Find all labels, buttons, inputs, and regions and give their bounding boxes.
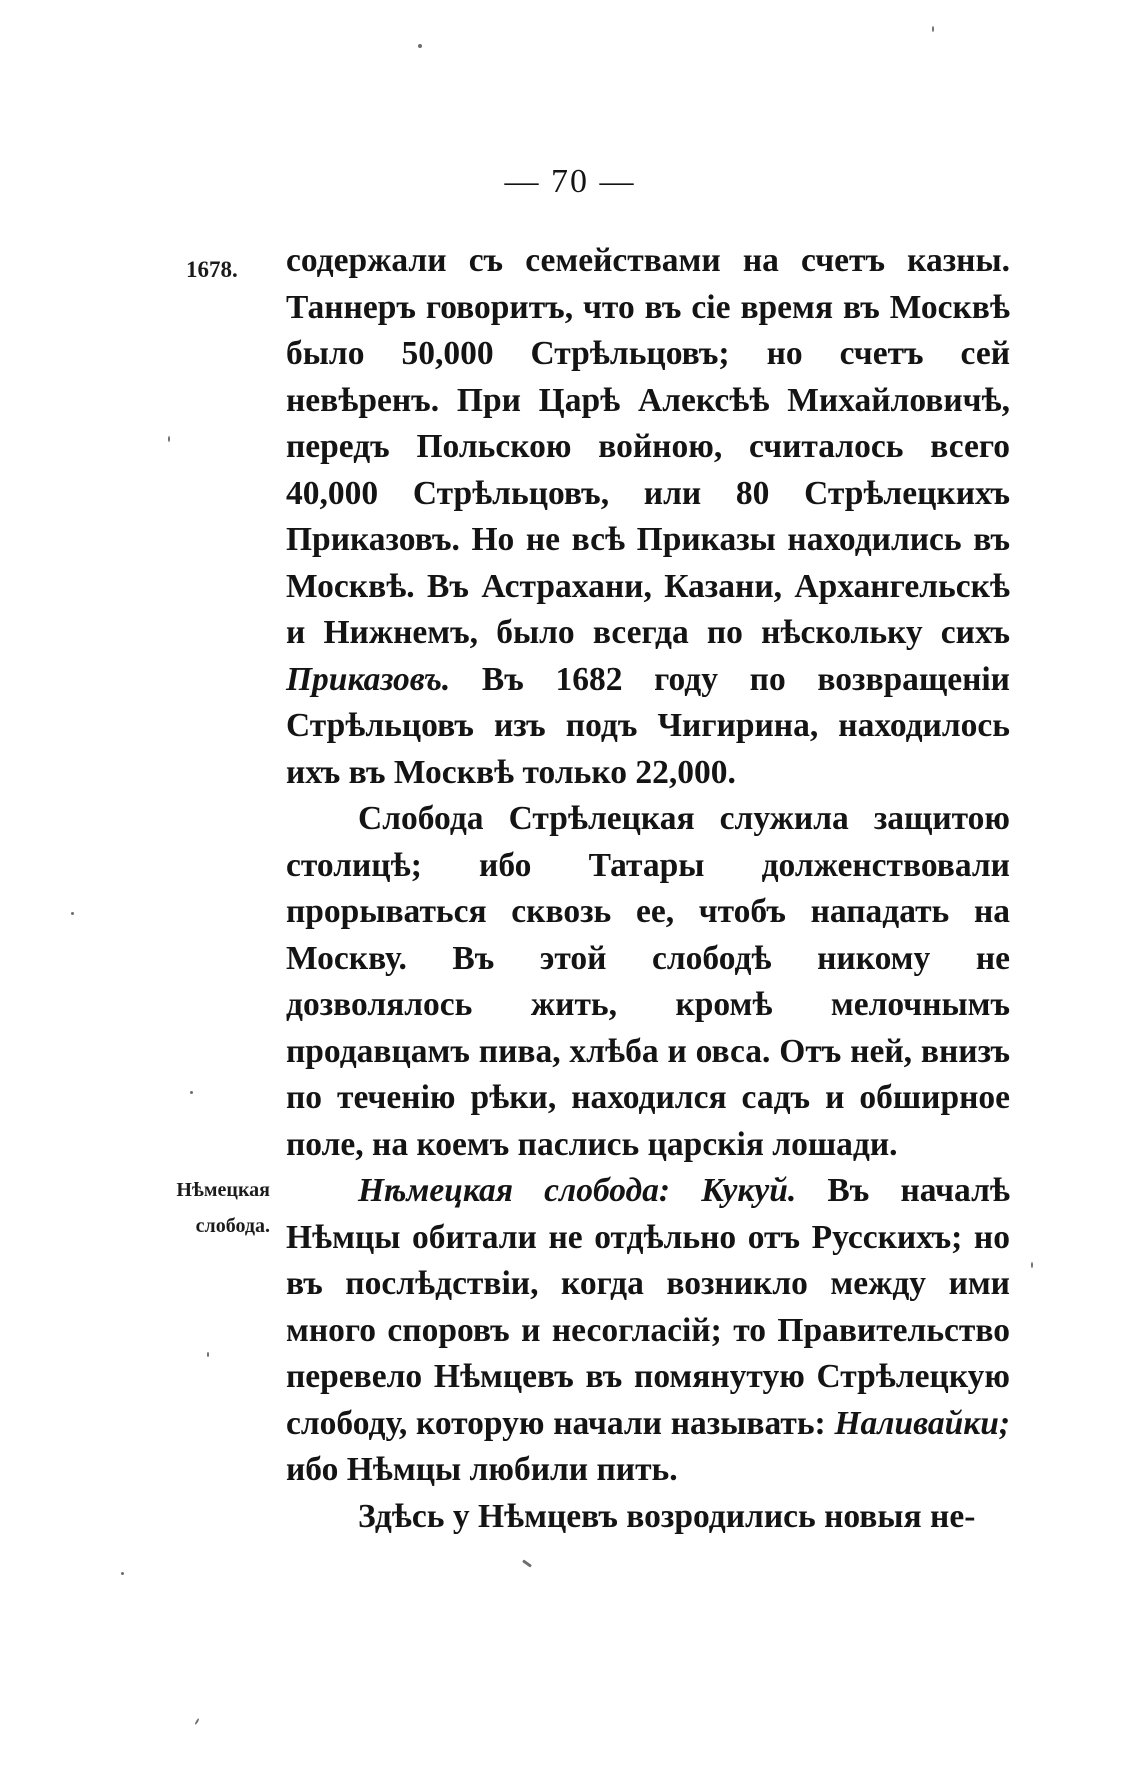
paragraph-text: Въ началѣ Нѣмцы обитали не отдѣльно отъ Русскихъ; но въ послѣдствіи, когда возникло между ими много споровъ и несогласій; то Правительство перевело Нѣмцевъ въ помянутую Стрѣлецкую слободу, которую начали называть: [286,1172,1010,1442]
paragraph-streltsy-count [286,238,1010,796]
page-number: — 70 — [504,163,636,200]
paper-speck [522,1559,532,1567]
paragraph-text: Въ 1682 году по возвращеніи Стрѣльцовъ изъ подъ Чигирина, находилось ихъ въ Москвѣ только 22,000. [286,660,1010,791]
margin-note-line: Нѣмецкая [176,1179,270,1201]
paragraph-text: содержали съ семействами на счетъ казны. Таннеръ говоритъ, что въ сіе время въ Москвѣ было 50,000 Стрѣльцовъ; но счетъ сей невѣренъ. При Царѣ Алексѣѣ Михайловичѣ, передъ Польскою войною, считалось всего 40,000 Стрѣльцовъ, или 80 Стрѣлецкихъ Приказовъ. Но не всѣ Приказы находились въ Москвѣ. Въ Астрахани, Казани, Архангельскѣ и Нижнемъ, было всегда по нѣскольку сихъ [286,242,1010,651]
paragraph-german-continuation [286,1494,1010,1541]
margin-note-year: 1678. [186,257,238,282]
paragraph-text: Здѣсь у Нѣмцевъ возродились новыя не- [358,1497,976,1535]
paragraph-text: ибо Нѣмцы любили пить. [286,1451,678,1488]
italic-term: Приказовъ. [286,660,451,698]
margin-note-line: слобода. [195,1215,270,1237]
paper-speck [207,1352,209,1357]
paper-speck [418,44,422,48]
italic-heading: Нѣмецкая слобода: Кукуй. [358,1172,797,1209]
body-text [286,238,1010,1540]
paragraph-streltsy-sloboda [286,796,1010,1168]
paragraph-german-sloboda [286,1168,1010,1494]
paper-speck [168,436,170,442]
margin-note-german-quarter [170,1172,270,1244]
italic-term: Наливайки; [834,1404,1010,1442]
paper-speck [194,1718,199,1725]
paper-speck [932,26,934,32]
paper-speck [71,912,74,915]
paper-speck [190,1091,193,1094]
paper-speck [1031,1262,1033,1268]
paragraph-text: Слобода Стрѣлецкая служила защитою столицѣ; ибо Татары долженствовали прорываться сквозь ее, чтобъ нападать на Москву. Въ этой слободѣ никому не дозволялось жить, кромѣ мелочнымъ продавцамъ пива, хлѣба и овса. Отъ ней, внизъ по теченію рѣки, находился садъ и обширное поле, на коемъ паслись царскія лошади. [286,800,1010,1163]
paper-speck [121,1572,124,1575]
